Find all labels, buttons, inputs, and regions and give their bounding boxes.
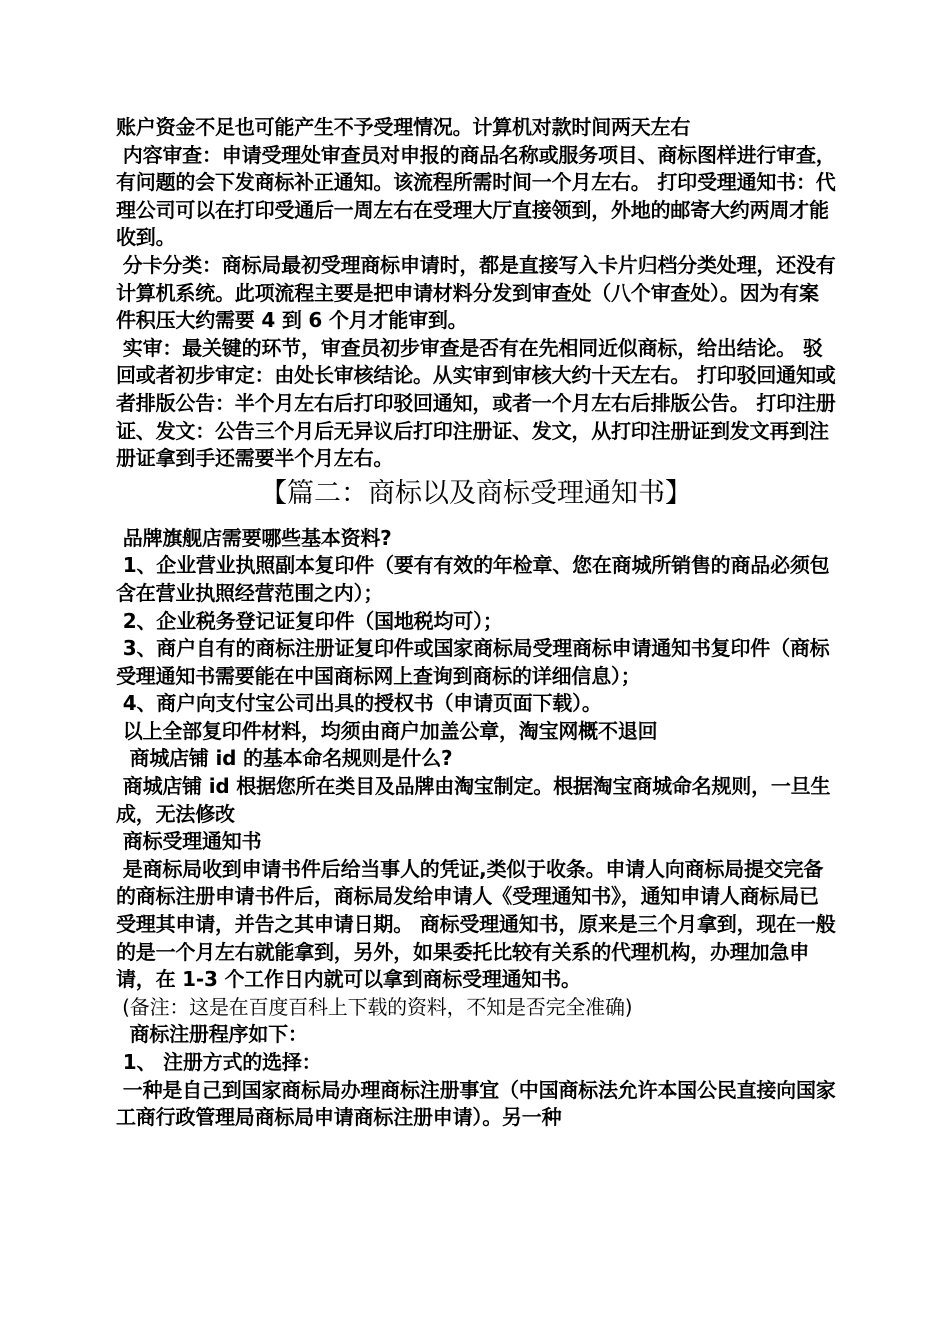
paragraph-notice-title: 商标受理通知书	[116, 829, 262, 854]
list-item-business-license: 1、企业营业执照副本复印件（要有有效的年检章、您在商城所销售的商品必须包含在营业执照经营范围之内）；	[116, 553, 830, 605]
list-item-tax-registration: 2、企业税务登记证复印件（国地税均可）；	[116, 608, 503, 633]
list-item-registration-method: 1、 注册方式的选择：	[116, 1050, 322, 1074]
list-item-authorization: 4、商户向支付宝公司出具的授权书（申请页面下载）。	[116, 691, 602, 716]
paragraph-store-id-answer: 商城店铺 id 根据您所在类目及品牌由淘宝制定。根据淘宝商城命名规则，一旦生成，无法修改	[116, 774, 831, 826]
paragraph-registration-procedure: 商标注册程序如下：	[116, 1022, 308, 1047]
section-heading: 【篇二：商标以及商标受理通知书】	[260, 477, 692, 509]
paragraph-registration-options: 一种是自己到国家商标局办理商标注册事宜（中国商标法允许本国公民直接向国家工商行政管理局商标局申请商标注册申请）。另一种	[116, 1077, 836, 1130]
paragraph-notice-description: 是商标局收到申请书件后给当事人的凭证,类似于收条。申请人向商标局提交完备的商标注册申请书件后，商标局发给申请人《受理通知书》，通知申请人商标局已受理其申请，并告之其申请日期。 商标受理通知书，原来是三个月拿到，现在一般的是一个月左右就能拿到，另外，如果委托比较有关系的代理机构，办理加急申请，在 1-3 个工作日内就可以拿到商标受理通知书。	[116, 856, 836, 992]
paragraph-store-id-question: 商城店铺 id 的基本命名规则是什么?	[116, 746, 453, 771]
paragraph-card-classification: 分卡分类：商标局最初受理商标申请时，都是直接写入卡片归档分类处理，还没有计算机系统。此项流程主要是把申请材料分发到审查处（八个审查处）。因为有案件积压大约需要 4 到 6 个月才能审到。	[116, 252, 836, 333]
paragraph-substantive-review: 实审：最关键的环节，审查员初步审查是否有在先相同近似商标，给出结论。 驳回或者初步审定：由处长审核结论。从实审到审核大约十天左右。 打印驳回通知或者排版公告：半个月左右后打印驳回通知，或者一个月左右后排版公告。 打印注册证、发文：公告三个月后无异议后打印注册证、发文，从打印注册证到发文再到注册证拿到手还需要半个月左右。	[116, 335, 836, 471]
list-item-trademark-certificate: 3、商户自有的商标注册证复印件或国家商标局受理商标申请通知书复印件（商标受理通知书需要能在中国商标网上查询到商标的详细信息）；	[116, 636, 830, 688]
paragraph-content-review: 内容审查：申请受理处审查员对申报的商品名称或服务项目、商标图样进行审查，有问题的会下发商标补正通知。该流程所需时间一个月左右。 打印受理通知书：代理公司可以在打印受通后一周左右在受理大厅直接领到，外地的邮寄大约两周才能收到。	[116, 142, 836, 250]
paragraph-copies-note: 以上全部复印件材料，均须由商户加盖公章，淘宝网概不退回	[116, 718, 658, 743]
paragraph-account-funds: 账户资金不足也可能产生不予受理情况。计算机对款时间两天左右	[116, 115, 691, 139]
paragraph-remark: (备注：这是在百度百科上下载的资料，不知是否完全准确)	[116, 994, 633, 1019]
paragraph-flagship-question: 品牌旗舰店需要哪些基本资料?	[116, 525, 392, 550]
document-body	[116, 114, 836, 1132]
